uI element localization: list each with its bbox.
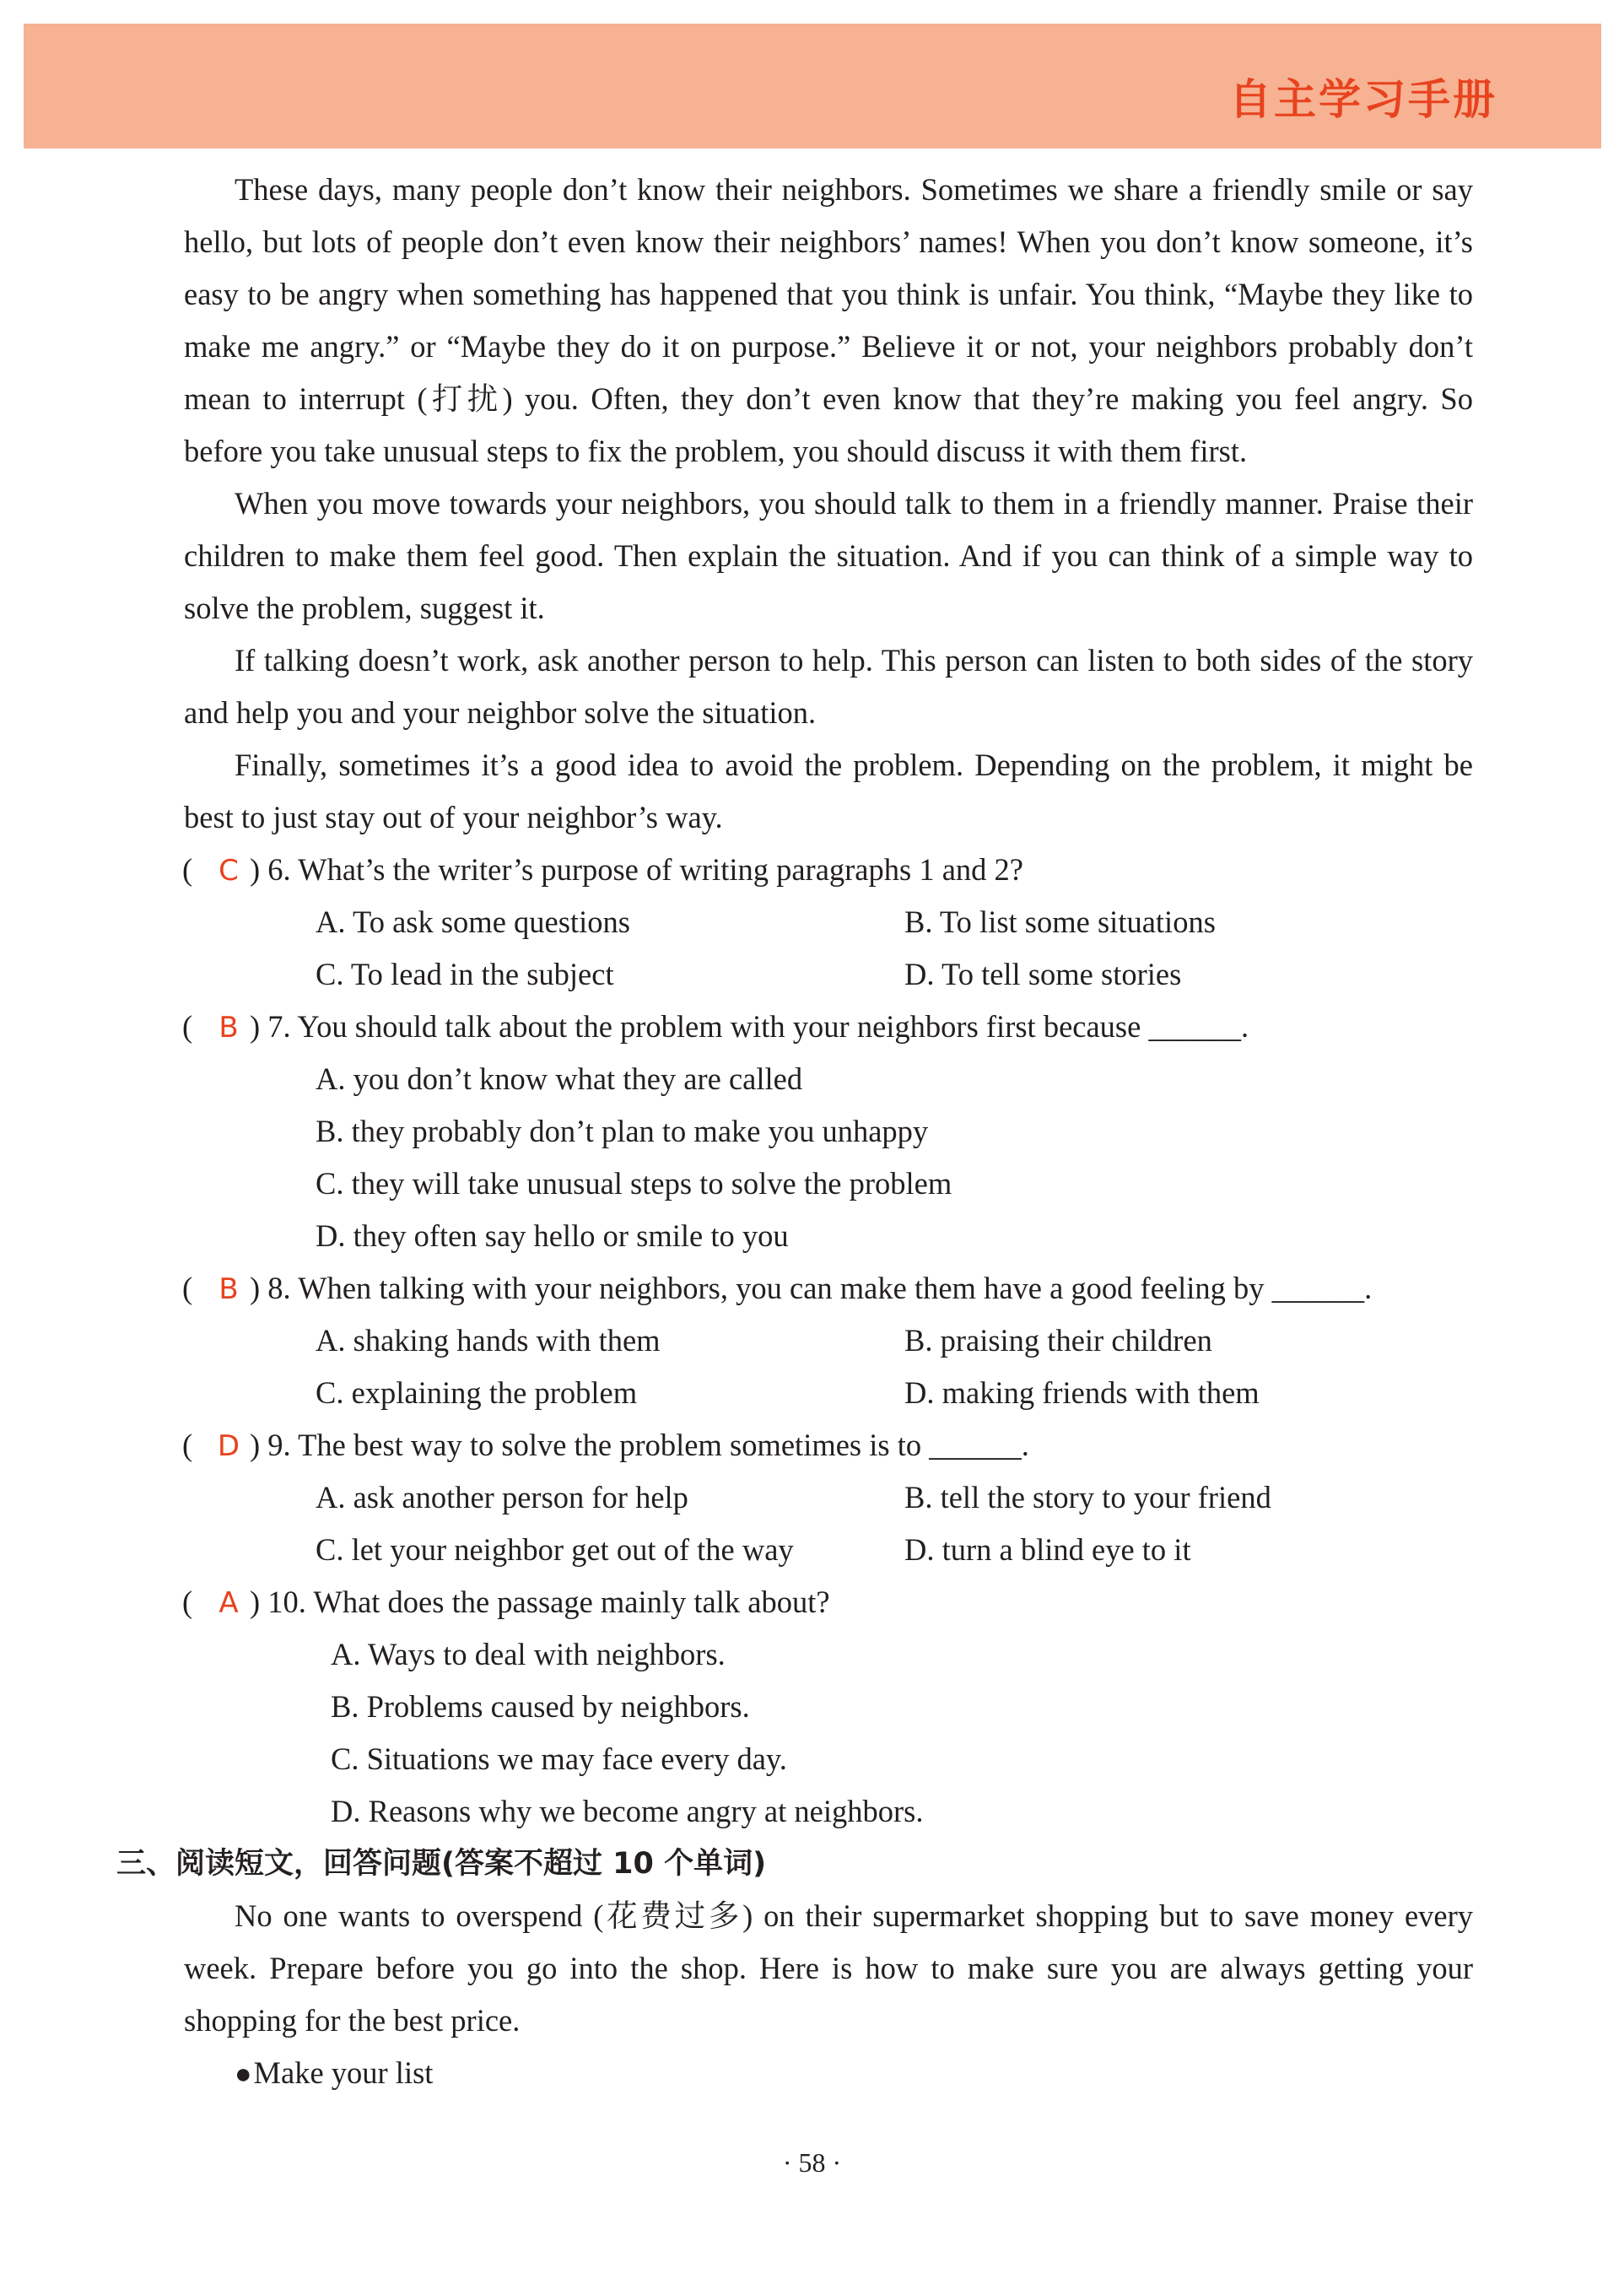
answer-open-paren: ( xyxy=(182,852,193,887)
bullet-text: Make your list xyxy=(253,2055,434,2090)
section-3-paragraph: No one wants to overspend (花费过多) on their supermarket shopping but to save money every week. Prepare before you go into the shop. Here is how to make sure you are always getting your shopping for the best price. xyxy=(184,1898,1473,2038)
answer-open-paren: ( xyxy=(182,1009,193,1044)
option-d: D. they often say hello or smile to you xyxy=(316,1218,789,1253)
option-a: A. ask another person for help xyxy=(316,1480,688,1515)
option-row xyxy=(184,1628,1473,1681)
answer-mark: C xyxy=(219,854,239,888)
option-b: B. To list some situations xyxy=(904,904,1216,939)
option-row xyxy=(184,1315,1473,1367)
option-d: D. making friends with them xyxy=(904,1375,1260,1410)
option-c: C. To lead in the subject xyxy=(316,957,614,991)
answer-open-paren: ( xyxy=(182,1271,193,1305)
header-title: 自主学习手册 xyxy=(1229,75,1497,124)
answer-mark: A xyxy=(219,1586,239,1620)
answer-mark: D xyxy=(217,1429,240,1463)
option-row xyxy=(184,1471,1473,1524)
option-a: A. To ask some questions xyxy=(316,904,630,939)
option-d: D. Reasons why we become angry at neighbors. xyxy=(331,1794,924,1828)
option-b: B. praising their children xyxy=(904,1323,1212,1358)
passage-paragraph-4: Finally, sometimes it’s a good idea to avoid the problem. Depending on the problem, it might be best to just stay out of your neighbor’s way. xyxy=(184,748,1473,834)
option-a: A. you don’t know what they are called xyxy=(316,1061,803,1096)
question-text: ) 8. When talking with your neighbors, you can make them have a good feeling by ______. xyxy=(250,1271,1373,1305)
option-a: A. shaking hands with them xyxy=(316,1323,661,1358)
option-row xyxy=(184,1158,1473,1210)
option-c: C. Situations we may face every day. xyxy=(331,1741,787,1776)
answer-mark: B xyxy=(219,1272,239,1306)
question-6 xyxy=(182,844,1473,896)
question-7 xyxy=(182,1001,1473,1053)
option-row xyxy=(184,1733,1473,1785)
question-text: ) 7. You should talk about the problem with your neighbors first because ______. xyxy=(250,1009,1249,1044)
question-text: ) 10. What does the passage mainly talk about? xyxy=(250,1585,830,1619)
option-row xyxy=(184,1053,1473,1105)
answer-open-paren: ( xyxy=(182,1585,193,1619)
option-row xyxy=(184,896,1473,948)
bullet-item xyxy=(184,2047,1473,2099)
question-8 xyxy=(182,1262,1473,1315)
option-c: C. let your neighbor get out of the way xyxy=(316,1532,794,1567)
option-c: C. they will take unusual steps to solve the problem xyxy=(316,1166,952,1201)
question-9 xyxy=(182,1419,1473,1471)
option-row xyxy=(184,1681,1473,1733)
option-b: B. Problems caused by neighbors. xyxy=(331,1689,750,1724)
page-number: · 58 · xyxy=(782,2147,842,2178)
option-row xyxy=(184,1524,1473,1576)
answer-mark: B xyxy=(219,1011,239,1045)
option-row xyxy=(184,1367,1473,1419)
option-c: C. explaining the problem xyxy=(316,1375,638,1410)
option-row xyxy=(184,1785,1473,1838)
option-d: D. turn a blind eye to it xyxy=(904,1532,1191,1567)
page-content xyxy=(116,164,1473,2099)
passage-paragraph-1: These days, many people don’t know their neighbors. Sometimes we share a friendly smile or say hello, but lots of people don’t even know their neighbors’ names! When you don’t know someone, it’s easy to be angry when something has happened that you think is unfair. You think, “Maybe they like to make me angry.” or “Maybe they do it on purpose.” Believe it or not, your neighbors probably don’t mean to interrupt (打扰) you. Often, they don’t even know that they’re making you feel angry. So before you take unusual steps to fix the problem, you should discuss it with them first. xyxy=(184,172,1473,468)
option-row xyxy=(184,1105,1473,1158)
question-text: ) 9. The best way to solve the problem sometimes is to ______. xyxy=(250,1428,1029,1462)
section-3-heading: 三、阅读短文，回答问题(答案不超过 10 个单词) xyxy=(116,1847,767,1881)
option-d: D. To tell some stories xyxy=(904,957,1182,991)
option-row xyxy=(184,1210,1473,1262)
option-a: A. Ways to deal with neighbors. xyxy=(331,1637,726,1671)
passage-paragraph-3: If talking doesn’t work, ask another person to help. This person can listen to both sides of the story and help you and your neighbor solve the situation. xyxy=(184,643,1473,730)
option-b: B. they probably don’t plan to make you unhappy xyxy=(316,1114,929,1148)
bullet-dot-icon: ● xyxy=(235,2059,252,2090)
answer-open-paren: ( xyxy=(182,1428,193,1462)
option-b: B. tell the story to your friend xyxy=(904,1480,1271,1515)
question-text: ) 6. What’s the writer’s purpose of writing paragraphs 1 and 2? xyxy=(250,852,1023,887)
question-10 xyxy=(182,1576,1473,1628)
option-row xyxy=(184,948,1473,1001)
passage-paragraph-2: When you move towards your neighbors, you should talk to them in a friendly manner. Praise their children to make them feel good. Then explain the situation. And if you can think of a simple way to solve the problem, suggest it. xyxy=(184,486,1473,625)
